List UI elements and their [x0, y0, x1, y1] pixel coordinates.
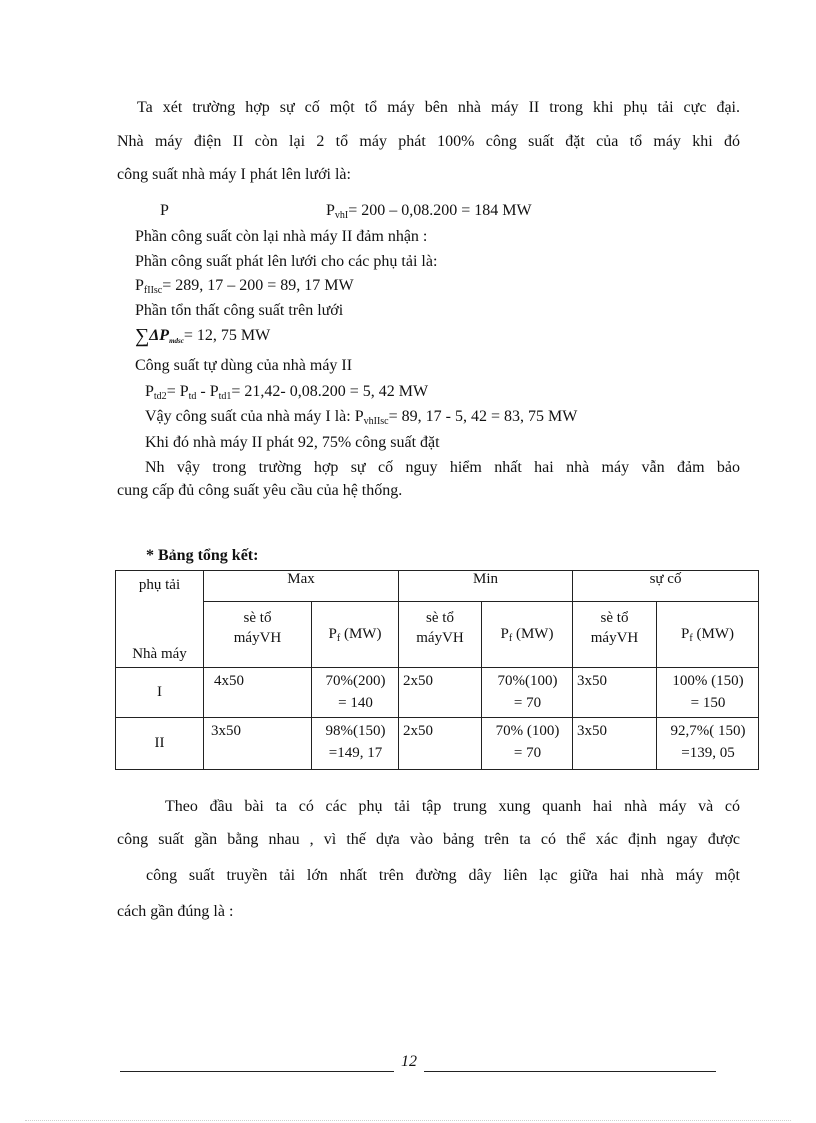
table-cell: 4x50 [204, 668, 312, 718]
table-cell: 3x50 [573, 718, 657, 770]
table-header-row [116, 571, 759, 602]
units-header-min: sè tổ máyVH [399, 602, 482, 668]
table-subheader-row [116, 602, 759, 668]
conclusion-line2: cung cấp đủ công suất yêu cầu của hệ thống. [117, 482, 403, 499]
table-title: * Bảng tổng kết: [146, 547, 259, 564]
remaining-power-line: Phần công suất còn lại nhà máy II đảm nhận : [135, 228, 428, 245]
table-cell: 3x50 [204, 718, 312, 770]
para2-line3: công suất truyền tải lớn nhất trên đường dây liên lạc giữa hai nhà máy một [146, 867, 740, 884]
loss-line: Phần tổn thất công suất trên lưới [135, 302, 344, 319]
self-use-line: Công suất tự dùng của nhà máy II [135, 357, 353, 374]
power-header-min: $P_f$ (MW) [482, 602, 573, 668]
para1-line2: Nhà máy điện II còn lại 2 tổ máy phát 100% công suất đặt của tổ máy khi đó [117, 133, 740, 150]
para1-line1: Ta xét trường hợp sự cố một tổ máy bên nhà máy II trong khi phụ tải cực đại. [137, 99, 740, 116]
ptd2-equation: $P_{td2}= P_{td} - P_{td1}= 21,42-$ 0,08.200 = 5, 42 MW [145, 383, 429, 402]
power-header-fault: $P_f$ (MW) [657, 602, 759, 668]
table-cell: 70% (100) = 70 [482, 718, 573, 770]
corner-top-label: phụ tải [138, 577, 181, 593]
table-row [116, 718, 759, 770]
table-cell: 2x50 [399, 668, 482, 718]
group-min-header: Min [399, 571, 573, 602]
table-cell: 2x50 [399, 718, 482, 770]
corner-cell [116, 571, 204, 668]
units-header-max: sè tổ máyVH [204, 602, 312, 668]
conclusion-line1: Nh vậy trong trường hợp sự cố nguy hiểm nhất hai nhà máy vẫn đảm bảo [145, 459, 740, 476]
corner-bottom-label: Nhà máy [132, 646, 187, 662]
power-header-max: $P_f$ (MW) [312, 602, 399, 668]
table-cell: 98%(150) =149, 17 [312, 718, 399, 770]
units-header-fault: sè tổ máyVH [573, 602, 657, 668]
para2-line2: công suất gần bằng nhau , vì thế dựa vào bảng trên ta có thể xác định ngay được [117, 831, 740, 848]
plant2-power-line: Khi đó nhà máy II phát 92, 75% công suất đặt [145, 434, 440, 451]
page-number: 12 [401, 1053, 417, 1070]
table-cell: 92,7%( 150) =139, 05 [657, 718, 759, 770]
footer-rule [120, 1071, 394, 1072]
page-bottom-border [25, 1120, 791, 1121]
to-loads-line: Phần công suất phát lên lưới cho các phụ tải là: [135, 253, 438, 270]
para1-line3: công suất nhà máy I phát lên lưới là: [117, 166, 351, 183]
table-row [116, 668, 759, 718]
plant-cell: II [116, 718, 204, 770]
plant-cell: I [116, 668, 204, 718]
summary-table [115, 570, 759, 770]
group-fault-header: sự cố [573, 571, 759, 602]
table-cell: 70%(100) = 70 [482, 668, 573, 718]
pvhl-equation: $P_{vhI}= 200 - 0,08.200 = 184$ MW [326, 202, 532, 221]
table-cell: 100% (150) = 150 [657, 668, 759, 718]
loss-equation: ∑ΔPmdsc= 12, 75 MW [135, 325, 271, 347]
group-max-header: Max [204, 571, 399, 602]
footer-rule [424, 1071, 716, 1072]
para2-line4: cách gần đúng là : [117, 903, 234, 920]
table-cell: 3x50 [573, 668, 657, 718]
pfII-equation: $P_{fIIsc}= 289$, 17 – 200 = 89, 17 MW [135, 277, 354, 296]
plant1-power-line: Vậy công suất của nhà máy I là: $P_{vhIIsc}= 89$, 17 - 5, 42 = 83, 75 MW [145, 408, 578, 427]
para2-line1: Theo đầu bài ta có các phụ tải tập trung xung quanh hai nhà máy và có [165, 798, 740, 815]
p-label: P [160, 202, 169, 219]
table-cell: 70%(200) = 140 [312, 668, 399, 718]
